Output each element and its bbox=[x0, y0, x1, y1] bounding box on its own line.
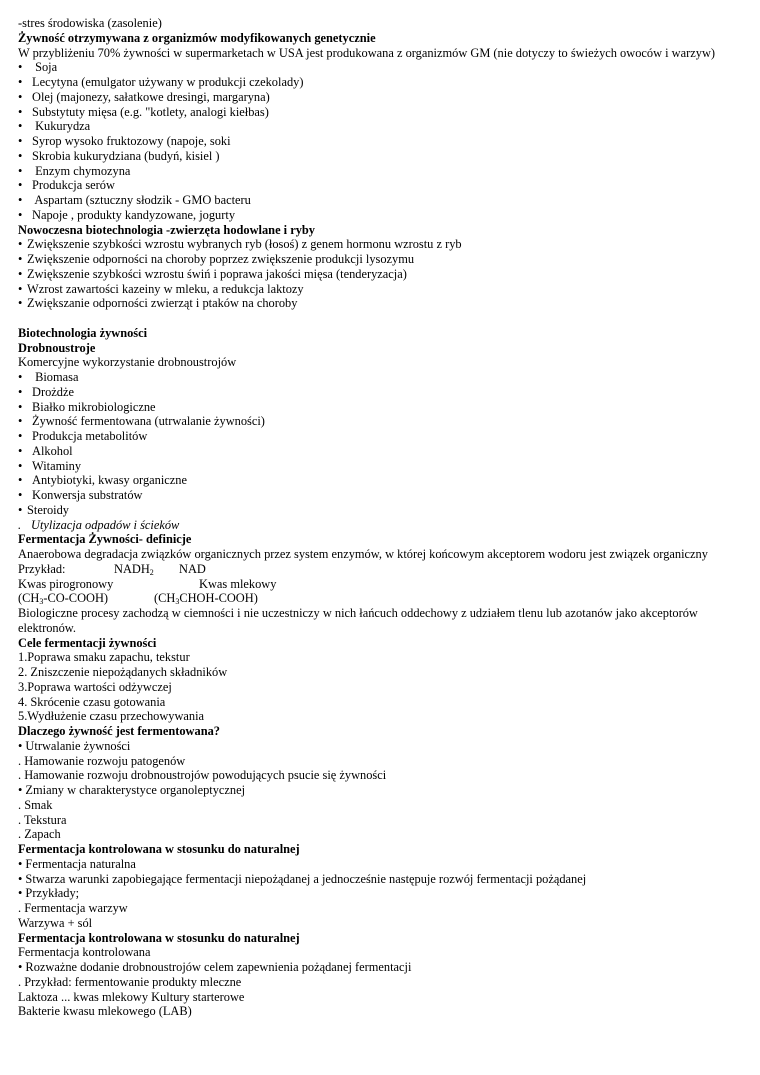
list-item: . Przykład: fermentowanie produkty mleczne bbox=[18, 974, 242, 989]
list-item: • Produkcja serów bbox=[18, 178, 115, 193]
list-item: 4. Skrócenie czasu gotowania bbox=[18, 694, 166, 709]
section-heading-food-biotech: Biotechnologia żywności bbox=[18, 325, 148, 340]
list-item: • Kukurydza bbox=[18, 119, 91, 134]
list-item: • Substytuty mięsa (e.g. "kotlety, analogi kiełbas) bbox=[18, 104, 269, 119]
list-item: • Skrobia kukurydziana (budyń, kisiel ) bbox=[18, 148, 220, 163]
list-item: • Stwarza warunki zapobiegające fermentacji niepożądanej a jednocześnie następuje rozwój fermentacji pożądanej bbox=[18, 871, 587, 886]
list-item: . Tekstura bbox=[18, 812, 67, 827]
text-line: Komercyjne wykorzystanie drobnoustrojów bbox=[18, 355, 237, 370]
why-fermented-list bbox=[18, 739, 748, 842]
animal-biotech-list bbox=[18, 237, 748, 311]
list-item: Fermentacja kontrolowana bbox=[18, 945, 151, 960]
list-item: • Drożdże bbox=[18, 384, 74, 399]
list-item: . Hamowanie rozwoju drobnoustrojów powodujących psucie się żywności bbox=[18, 768, 387, 783]
example-reaction-line: Przykład: $NADH_2$ NAD bbox=[18, 561, 206, 577]
list-item: • Zwiększanie odporności zwierząt i ptaków na choroby bbox=[18, 296, 298, 311]
list-item: • Konwersja substratów bbox=[18, 488, 143, 502]
list-item: • Lecytyna (emulgator używany w produkcji czekolady) bbox=[18, 75, 304, 89]
list-item: • Napoje , produkty kandyzowane, jogurty bbox=[18, 207, 236, 222]
list-item: • Biomasa bbox=[18, 370, 79, 384]
list-item: • Enzym chymozyna bbox=[18, 163, 131, 178]
list-item: 5.Wydłużenie czasu przechowywania bbox=[18, 709, 205, 724]
list-item: • Zmiany w charakterystyce organoleptycznej bbox=[18, 783, 246, 797]
list-item: . Utylizacja odpadów i ścieków bbox=[18, 517, 180, 532]
list-item: • Olej (majonezy, sałatkowe dresingi, margaryna) bbox=[18, 89, 270, 104]
list-item: . Hamowanie rozwoju patogenów bbox=[18, 753, 186, 768]
section-heading-controlled-vs-natural: Fermentacja kontrolowana w stosunku do naturalnej bbox=[18, 842, 300, 856]
list-item: • Utrwalanie żywności bbox=[18, 738, 131, 753]
gmo-food-list bbox=[18, 60, 748, 222]
list-item: • Żywność fermentowana (utrwalanie żywności) bbox=[18, 414, 265, 429]
formula-line: $(CH_3-CO-COOH)$ $(CH_3CHOH-COOH)$ bbox=[18, 591, 258, 607]
list-item: Warzywa + sól bbox=[18, 915, 93, 930]
natural-fermentation-list bbox=[18, 857, 748, 931]
list-item: • Soja bbox=[18, 60, 58, 75]
list-item: • Przykłady; bbox=[18, 886, 80, 901]
list-item: Laktoza ... kwas mlekowy Kultury starterowe bbox=[18, 989, 245, 1004]
paragraph-biological-processes: Biologiczne procesy zachodzą w ciemności i nie uczestniczy w nich łańcuch oddechowy z udziałem tlenu lub azotanów jako akceptorów elektronów. bbox=[18, 606, 698, 635]
list-item: • Fermentacja naturalna bbox=[18, 856, 136, 871]
list-item: • Zwiększenie szybkości wzrostu wybranych ryb (łosoś) z genem hormonu wzrostu z ryb bbox=[18, 237, 462, 252]
section-heading-why-fermented: Dlaczego żywność jest fermentowana? bbox=[18, 724, 220, 738]
list-item: • Białko mikrobiologiczne bbox=[18, 399, 156, 414]
section-heading-controlled-vs-natural-2: Fermentacja kontrolowana w stosunku do naturalnej bbox=[18, 930, 300, 945]
section-heading-fermentation-goals: Cele fermentacji żywności bbox=[18, 635, 157, 650]
section-heading-animal-biotech: Nowoczesna biotechnologia -zwierzęta hodowlane i ryby bbox=[18, 222, 315, 237]
list-item: • Alkohol bbox=[18, 443, 73, 458]
list-item: • Syrop wysoko fruktozowy (napoje, soki bbox=[18, 134, 231, 148]
list-item: • Wzrost zawartości kazeiny w mleku, a redukcja laktozy bbox=[18, 281, 304, 296]
list-item: • Produkcja metabolitów bbox=[18, 429, 148, 443]
list-item: • Aspartam (sztuczny słodzik - GMO bacteru bbox=[18, 193, 251, 207]
section-heading-gmo-food: Żywność otrzymywana z organizmów modyfikowanych genetycznie bbox=[18, 30, 376, 45]
list-item: • Zwiększenie szybkości wzrostu świń i poprawa jakości mięsa (tenderyzacja) bbox=[18, 266, 407, 281]
list-item: Bakterie kwasu mlekowego (LAB) bbox=[18, 1004, 192, 1019]
list-item: . Zapach bbox=[18, 827, 61, 842]
list-item: • Zwiększenie odporności na choroby poprzez zwiększenie produkcji lysozymu bbox=[18, 252, 415, 266]
controlled-fermentation-list bbox=[18, 945, 748, 1019]
paragraph-fermentation-definition: Anaerobowa degradacja związków organicznych przez system enzymów, w której końcowym akceptorem wodoru jest związek organiczny bbox=[18, 547, 708, 561]
list-item: . Fermentacja warzyw bbox=[18, 901, 128, 915]
list-item: • Antybiotyki, kwasy organiczne bbox=[18, 473, 187, 488]
list-item: . Smak bbox=[18, 797, 53, 812]
subheading-microorganisms: Drobnoustroje bbox=[18, 340, 96, 355]
list-item: • Steroidy bbox=[18, 502, 69, 517]
text-line: -stres środowiska (zasolenie) bbox=[18, 16, 162, 30]
fermentation-goals-list bbox=[18, 650, 748, 724]
microorganism-uses-list bbox=[18, 370, 748, 532]
blank-line bbox=[18, 311, 748, 326]
list-item: 3.Poprawa wartości odżywczej bbox=[18, 679, 172, 694]
document-page bbox=[18, 16, 748, 1019]
list-item: 2. Zniszczenie niepożądanych składników bbox=[18, 665, 228, 679]
section-heading-fermentation-definition: Fermentacja Żywności- definicje bbox=[18, 532, 192, 547]
list-item: 1.Poprawa smaku zapachu, tekstur bbox=[18, 650, 190, 665]
list-item: • Witaminy bbox=[18, 458, 82, 473]
list-item: • Rozważne dodanie drobnoustrojów celem zapewnienia pożądanej fermentacji bbox=[18, 960, 412, 974]
paragraph-gmo-intro: W przybliżeniu 70% żywności w supermarketach w USA jest produkowana z organizmów GM (nie dotyczy to świeżych owoców i warzyw) bbox=[18, 45, 716, 60]
acid-names-line: Kwas pirogronowy Kwas mlekowy bbox=[18, 576, 277, 591]
